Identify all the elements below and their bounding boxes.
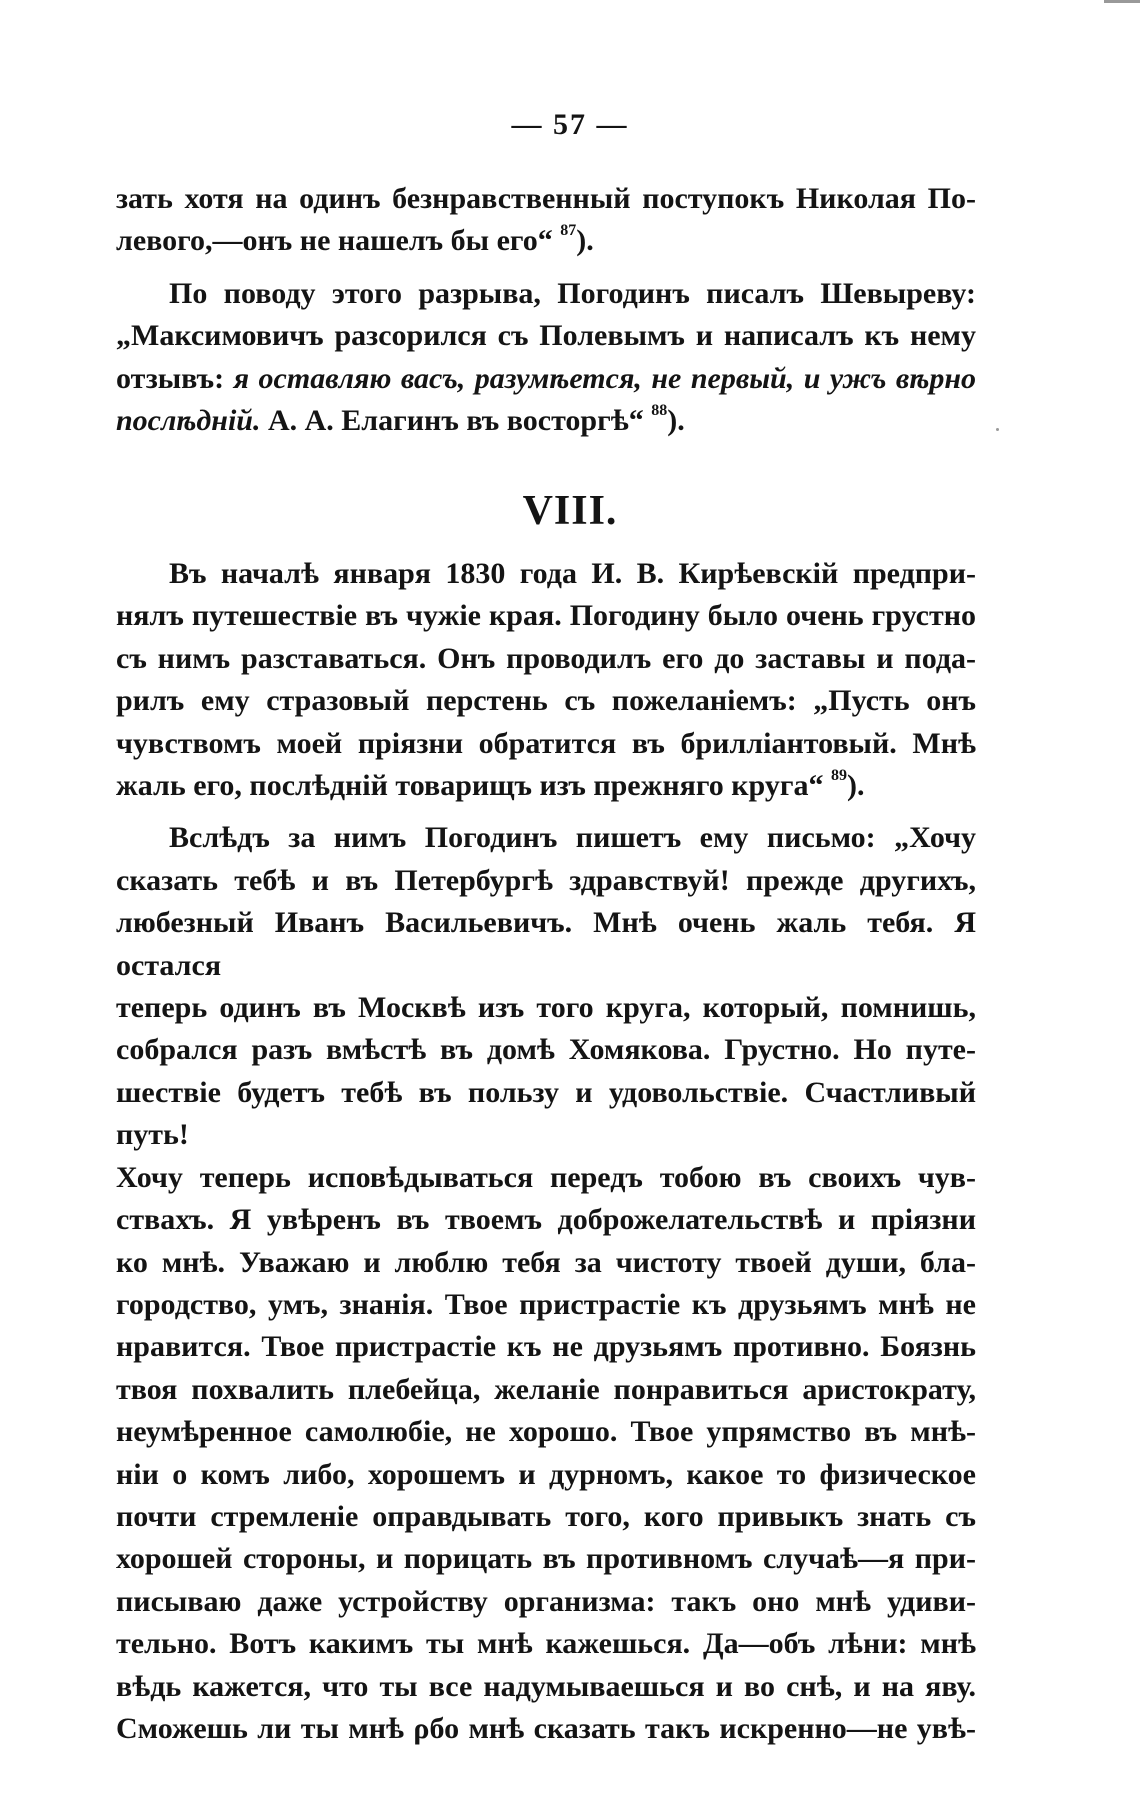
paragraph-line: съ нимъ разставаться. Онъ проводилъ его до заставы и пода- [116, 641, 976, 675]
paragraph-line: вѣдь кажется, что ты все надумываешься и во снѣ, и на яву. [116, 1669, 976, 1703]
line-text: левого,—онъ не нашелъ бы его“ [116, 224, 553, 258]
line-text: ). [846, 769, 865, 803]
paragraph-line: Въ началѣ января 1830 года И. В. Кирѣевскiй предпри- [169, 557, 976, 590]
scan-speck [996, 428, 999, 431]
paragraph-line: теперь одинъ въ Москвѣ изъ того круга, который, помнишь, [116, 991, 976, 1025]
footnote-ref: 89 [830, 767, 847, 785]
paragraph-line [116, 765, 976, 807]
italic-quote: послѣднiй. [116, 404, 261, 438]
paragraph-line: ствахъ. Я увѣренъ въ твоемъ доброжелательствѣ и прiязни [116, 1203, 976, 1237]
paragraph-line: рилъ ему стразовый перстень съ пожеланiемъ: „Пусть онъ [116, 684, 976, 718]
paragraph-line: тельно. Вотъ какимъ ты мнѣ кажешься. Да—объ лѣни: мнѣ [116, 1627, 976, 1661]
line-text: ). [576, 224, 594, 258]
line-text: А. А. Елагинъ въ восторгѣ“ [260, 404, 644, 438]
paragraph-line: Вслѣдъ за нимъ Погодинъ пишетъ ему письмо: „Хочу [169, 821, 976, 855]
paragraph-line: любезный Иванъ Васильевичъ. Мнѣ очень жаль тебя. Я остался [116, 906, 976, 982]
paragraph-line: почти стремленiе оправдывать того, кого привыкъ знать съ [116, 1499, 976, 1533]
paragraph-line [116, 358, 976, 400]
text-block-main [116, 553, 976, 1750]
line-text: ). [667, 404, 685, 438]
paragraph-line: сказать тебѣ и въ Петербургѣ здравствуй! прежде другихъ, [116, 863, 976, 897]
paragraph-line: неумѣренное самолюбiе, не хорошо. Твое упрямство въ мнѣ- [116, 1415, 976, 1449]
paragraph-line: хорошей стороны, и порицать въ противномъ случаѣ—я при- [116, 1542, 976, 1576]
paragraph-line: ко мнѣ. Уважаю и люблю тебя за чистоту твоей души, бла- [116, 1245, 976, 1279]
paragraph-line: нялъ путешествiе въ чужiе края. Погодину было очень грустно [116, 599, 976, 633]
line-text: отзывъ: [116, 361, 234, 395]
scan-edge-mark [1104, 0, 1140, 3]
paragraph-line: чувствомъ моей прiязни обратится въ брилліантовый. Мнѣ [116, 726, 976, 760]
footnote-ref: 88 [651, 402, 668, 420]
paragraph-line: писываю даже устройству организма: такъ оно мнѣ удиви- [116, 1584, 976, 1618]
paragraph-line: нравится. Твое пристрастiе къ не друзьямъ противно. Боязнь [116, 1330, 976, 1364]
line-text: жаль его, послѣднiй товарищъ изъ прежняго круга“ [116, 769, 824, 803]
paragraph-line: собрался разъ вмѣстѣ въ домѣ Хомякова. Грустно. Но путе- [116, 1033, 976, 1067]
paragraph-line: По поводу этого разрыва, Погодинъ писалъ Шевыреву: [169, 276, 976, 310]
paragraph-line: городство, умъ, знанiя. Твое пристрастiе къ друзьямъ мнѣ не [116, 1287, 976, 1321]
paragraph-line: зать хотя на одинъ безнравственный поступокъ Николая По- [116, 182, 976, 215]
paragraph-line: „Максимовичъ разсорился съ Полевымъ и написалъ къ нему [116, 319, 976, 353]
paragraph-line: Сможешь ли ты мнѣ ρбо мнѣ сказать такъ искренно—не увѣ- [116, 1711, 976, 1745]
paragraph-line [116, 400, 976, 442]
footnote-ref: 87 [560, 222, 577, 240]
paragraph-line: Хочу теперь исповѣдываться передъ тобою въ своихъ чув- [116, 1160, 976, 1194]
paragraph-line [116, 220, 976, 262]
paragraph-line: шествiе будетъ тебѣ въ пользу и удовольствiе. Счастливый путь! [116, 1075, 976, 1152]
paragraph-line: твоя похвалить плебейца, желанiе понравиться аристократу, [116, 1372, 976, 1406]
text-block-top [116, 178, 976, 442]
italic-quote: я оставляю васъ, разумѣется, не первый, и ужъ вѣрно [233, 361, 976, 395]
paragraph-line: нiи о комъ либо, хорошемъ и дурномъ, какое то физическое [116, 1457, 976, 1491]
page-number: — 57 — [511, 108, 629, 141]
section-heading: VIII. [522, 488, 618, 534]
